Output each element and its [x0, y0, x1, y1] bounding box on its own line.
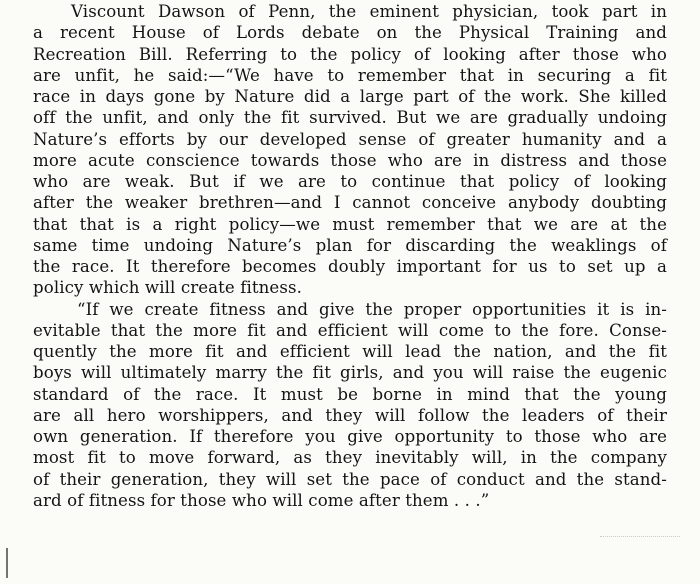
- text-line: Nature’s efforts by our developed sense of greater humanity and a: [33, 129, 667, 149]
- text-line: race in days gone by Nature did a large part of the work. She killed: [33, 87, 667, 106]
- text-line: are all hero worshippers, and they will follow the leaders of their: [33, 405, 667, 425]
- text-line: who are weak. But if we are to continue that policy of looking: [33, 172, 667, 191]
- text-line: Viscount Dawson of Penn, the eminent physician, took part in: [71, 2, 667, 21]
- text-line: boys will ultimately marry the fit girls, and you will raise the eugenic: [33, 363, 667, 383]
- text-line: Recreation Bill. Referring to the policy of looking after those who: [33, 44, 667, 64]
- text-line: “If we create fitness and give the proper opportunities it is in-: [77, 299, 667, 319]
- scan-dotted-rule: [600, 536, 680, 537]
- text-line: same time undoing Nature’s plan for discarding the weaklings of: [33, 235, 667, 255]
- text-line: own generation. If therefore you give opportunity to those who are: [33, 427, 667, 446]
- text-line: quently the more fit and efficient will lead the nation, and the fit: [33, 342, 667, 361]
- text-line: policy which will create fitness.: [33, 278, 302, 298]
- text-line: after the weaker brethren—and I cannot conceive anybody doubting: [33, 193, 667, 213]
- text-line: more acute conscience towards those who are in distress and those: [33, 150, 667, 170]
- text-line: off the unfit, and only the fit survived. But we are gradually undoing: [33, 108, 667, 128]
- text-line: a recent House of Lords debate on the Physical Training and: [33, 23, 667, 43]
- paragraph-1: [33, 1, 667, 299]
- text-line: evitable that the more fit and efficient will come to the fore. Conse-: [33, 320, 667, 340]
- text-line: of their generation, they will set the pace of conduct and the stand-: [33, 469, 667, 489]
- text-line: that that is a right policy—we must remember that we are at the: [33, 214, 667, 234]
- text-line: the race. It therefore becomes doubly important for us to set up a: [33, 257, 667, 276]
- article-text: [33, 0, 667, 511]
- scan-edge-mark: [6, 548, 8, 578]
- text-line: most fit to move forward, as they inevitably will, in the company: [33, 448, 667, 468]
- text-line: are unfit, he said:—“We have to remember that in securing a fit: [33, 65, 667, 85]
- text-line: standard of the race. It must be borne in mind that the young: [33, 384, 667, 404]
- text-line: ard of fitness for those who will come after them . . .”: [33, 490, 490, 510]
- paragraph-2: [33, 299, 667, 512]
